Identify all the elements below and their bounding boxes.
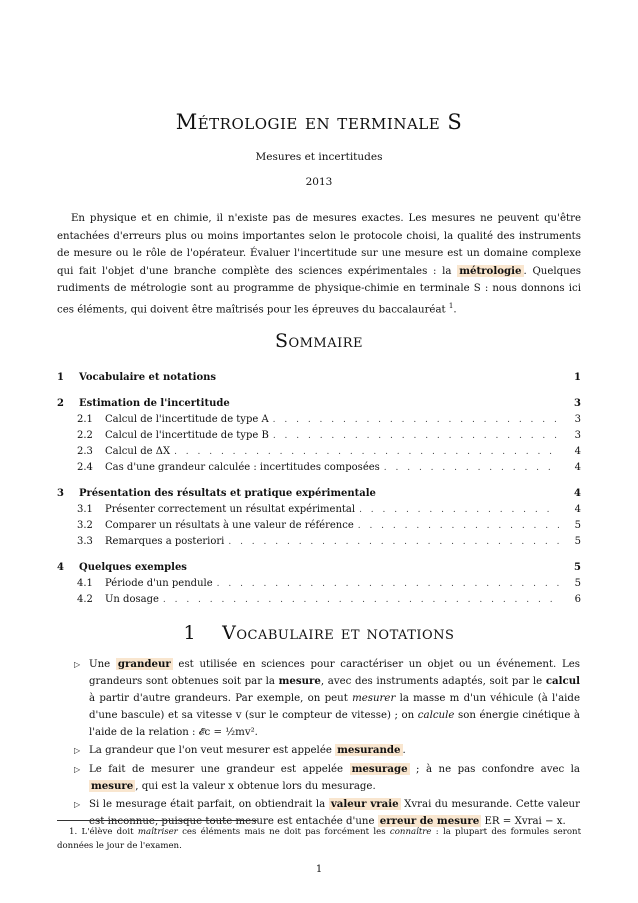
- triangle-bullet-icon: ▷: [74, 660, 81, 669]
- toc-subsection-entry[interactable]: [57, 462, 581, 478]
- toc-subsection-number: 4.1: [77, 578, 93, 589]
- toc-section-page: 1: [574, 372, 581, 383]
- toc-subsection-page: 3: [574, 414, 581, 425]
- toc-subsection-entry[interactable]: [57, 520, 581, 536]
- toc-section-label: Estimation de l'incertitude: [79, 398, 230, 409]
- document-subtitle: Mesures et incertitudes: [255, 151, 383, 163]
- highlight-term: erreur de mesure: [379, 814, 480, 827]
- highlight-term: mesurande: [337, 744, 401, 757]
- toc-subsection-label: Comparer un résultats à une valeur de référence: [105, 520, 354, 531]
- toc-leader-dots: [359, 505, 559, 515]
- list-item: ▷ Une grandeur est utilisée en sciences pour caractériser un objet ou un événement. Les grandeurs sont obtenues soit par la mesure, avec des instruments adaptés, soit par le calcul à partir d'autre grandeurs. Par exemple, on peut mesurer la masse m d'un véhicule (à l'aide d'une bascule) et sa vitesse v (sur le compteur de vitesse) ; on calcule son énergie cinétique à l'aide de la relation : 𝓔c = ½mv².: [74, 658, 580, 739]
- highlight-term: mesurage: [351, 762, 408, 775]
- toc-leader-dots: [358, 521, 559, 531]
- toc-section-entry[interactable]: [57, 398, 581, 414]
- toc-section-entry[interactable]: [57, 372, 581, 388]
- highlight-term: valeur vraie: [330, 797, 399, 810]
- toc-subsection-entry[interactable]: [57, 504, 581, 520]
- toc-subsection-entry[interactable]: [57, 536, 581, 552]
- toc-subsection-label: Un dosage: [105, 594, 159, 605]
- definition-list: [74, 656, 580, 831]
- toc-subsection-page: 5: [574, 536, 581, 547]
- triangle-bullet-icon: ▷: [74, 764, 81, 774]
- section-title: Vocabulaire et notations: [222, 622, 455, 644]
- toc-subsection-label: Calcul de ΔX: [105, 446, 171, 457]
- toc-subsection-entry[interactable]: [57, 578, 581, 594]
- toc-section-label: Présentation des résultats et pratique expérimentale: [79, 488, 376, 499]
- toc-leader-dots: [228, 537, 559, 547]
- toc-subsection-entry[interactable]: [57, 446, 581, 462]
- toc-section-page: 5: [574, 562, 581, 573]
- toc-subsection-number: 4.2: [77, 594, 93, 605]
- intro-paragraph: En physique et en chimie, il n'existe pas de mesures exactes. Les mesures ne peuvent qu'être entachées d'erreurs plus ou moins importantes selon le protocole choisi, la qualité des instruments de mesure ou le rôle de l'opérateur. Évaluer l'incertitude sur une mesure est un domaine complexe qui fait l'objet d'une branche complète des sciences expérimentales : la métrologie . Quelques rudiments de métrologie sont au programme de physique-chimie en terminale S : nous donnons ici ces éléments, qui doivent être maîtrisés pour les épreuves du baccalauréat $^1$.: [57, 213, 581, 316]
- section-heading: [0, 622, 638, 644]
- toc-subsection-entry[interactable]: [57, 430, 581, 446]
- toc-section-num: 3: [57, 488, 64, 499]
- toc-heading: Sommaire: [274, 330, 364, 352]
- triangle-bullet-icon: ▷: [74, 799, 81, 809]
- list-item: ▷ Le fait de mesurer une grandeur est appelée mesurage ; à ne pas confondre avec la mesure , qui est la valeur x obtenue lors du mesurage.: [74, 762, 580, 792]
- toc-subsection-label: Période d'un pendule: [105, 578, 213, 589]
- list-item: ▷ La grandeur que l'on veut mesurer est appelée mesurande .: [74, 742, 580, 759]
- toc-subsection-page: 4: [574, 504, 581, 515]
- toc-subsection-number: 3.1: [77, 504, 93, 515]
- toc-section-entry[interactable]: [57, 488, 581, 504]
- section-number: 1: [183, 622, 197, 644]
- toc-subsection-entry[interactable]: [57, 414, 581, 430]
- toc-subsection-number: 3.3: [77, 536, 93, 547]
- toc-leader-dots: [384, 463, 559, 473]
- toc-subsection-page: 5: [574, 520, 581, 531]
- toc-subsection-label: Présenter correctement un résultat expérimental: [105, 504, 356, 515]
- footnote-ref[interactable]: 1: [448, 301, 454, 310]
- page-number: 1: [315, 864, 323, 875]
- toc-section-num: 1: [57, 372, 64, 383]
- toc-subsection-number: 2.2: [77, 430, 93, 441]
- toc-leader-dots: [163, 595, 559, 605]
- toc-section-entry[interactable]: [57, 562, 581, 578]
- toc-section-label: Vocabulaire et notations: [79, 372, 217, 383]
- toc-leader-dots: [273, 431, 559, 441]
- toc-subsection-label: Calcul de l'incertitude de type A: [105, 414, 269, 425]
- toc-subsection-page: 3: [574, 430, 581, 441]
- document-date: 2013: [305, 176, 333, 188]
- triangle-bullet-icon: ▷: [74, 746, 81, 756]
- highlight-term: métrologie: [459, 264, 522, 277]
- toc-subsection-number: 2.3: [77, 446, 93, 457]
- toc-leader-dots: [217, 579, 559, 589]
- toc-section-num: 2: [57, 398, 64, 409]
- toc-subsection-number: 2.4: [77, 462, 93, 473]
- toc-subsection-number: 2.1: [77, 414, 93, 425]
- toc-subsection-number: 3.2: [77, 520, 93, 531]
- highlight-term: mesure: [91, 779, 134, 792]
- toc-subsection-page: 4: [574, 462, 581, 473]
- footnote-rule: [57, 820, 257, 821]
- toc-subsection-page: 4: [574, 446, 581, 457]
- toc-subsection-page: 6: [574, 594, 581, 605]
- toc-subsection-label: Calcul de l'incertitude de type B: [105, 430, 269, 441]
- toc-subsection-entry[interactable]: [57, 594, 581, 610]
- list-item: ▷ Si le mesurage était parfait, on obtiendrait la valeur vraie Xvrai du mesurande. Cette valeur est inconnue, puisque toute mesure est entachée d'une erreur de mesure ER = Xvrai − x.: [74, 797, 580, 827]
- toc-leader-dots: [273, 415, 559, 425]
- toc-section-page: 4: [574, 488, 581, 499]
- toc-subsection-page: 5: [574, 578, 581, 589]
- document-title: Métrologie en terminale S: [175, 110, 463, 134]
- toc-subsection-label: Remarques a posteriori: [105, 536, 225, 547]
- highlight-term: grandeur: [117, 658, 171, 670]
- toc-section-label: Quelques exemples: [79, 562, 187, 573]
- toc-subsection-label: Cas d'une grandeur calculée : incertitudes composées: [105, 462, 380, 473]
- toc-section-num: 4: [57, 562, 64, 573]
- table-of-contents: [57, 372, 581, 610]
- footnote: 1. L'élève doit maîtriser ces éléments mais ne doit pas forcément les connaître : la plupart des formules seront données le jour de l'examen.: [57, 827, 582, 851]
- toc-leader-dots: [174, 447, 559, 457]
- toc-section-page: 3: [574, 398, 581, 409]
